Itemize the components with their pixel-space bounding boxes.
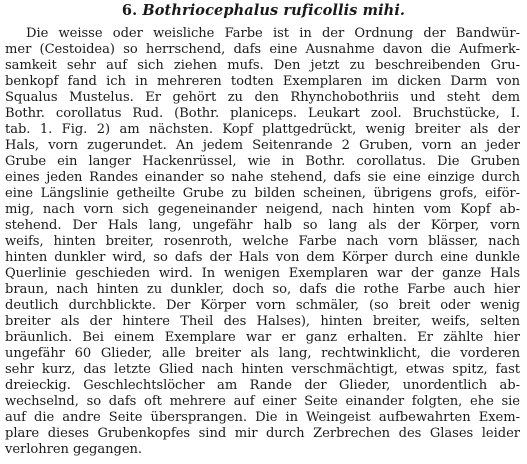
text-line: samkeit sehr auf sich ziehen mufs. Den jetzt zu beschreibenden Gru- bbox=[5, 58, 520, 73]
text-line: Die weisse oder weisliche Farbe ist in der Ordnung der Bandwür- bbox=[26, 26, 520, 41]
text-line: plare dieses Grubenkopfes sind mir durch Zerbrechen des Glases leider bbox=[5, 426, 520, 441]
text-line: weifs, hinten breiter, rosenroth, welche Farbe nach vorn blässer, nach bbox=[5, 234, 520, 249]
species-name: Bothriocephalus ruficollis mihi. bbox=[142, 2, 406, 19]
text-line: Grube ein langer Hackenrüssel, wie in Bothr. corollatus. Die Gruben bbox=[5, 154, 520, 169]
text-line: verlohren gegangen. bbox=[5, 442, 143, 457]
text-line: Squalus Mustelus. Er gehört zu den Rhynchobothriis und steht dem bbox=[5, 90, 520, 105]
text-line: eine Längslinie getheilte Grube zu bilden scheinen, übrigens grofs, eiför- bbox=[5, 186, 520, 201]
text-line: Bothr. corollatus Rud. (Bothr. planiceps. Leukart zool. Bruchstücke, I. bbox=[5, 106, 520, 121]
text-line: stehend. Der Hals lang, ungefähr halb so lang als der Körper, vorn bbox=[5, 218, 520, 233]
text-line: tab. 1. Fig. 2) am nächsten. Kopf plattgedrückt, wenig breiter als der bbox=[5, 122, 520, 137]
text-line: eines jeden Randes einander so nahe stehend, dafs sie eine einzige durch bbox=[5, 170, 520, 185]
text-line: deutlich durchblickte. Der Körper vorn schmäler, (so breit oder wenig bbox=[5, 298, 520, 313]
text-line: Hals, vorn zugerundet. An jedem Seitenrande 2 Gruben, vorn an jeder bbox=[5, 138, 520, 153]
text-line: hinten dunkler wird, so dafs der Hals von dem Körper durch eine dunkle bbox=[5, 250, 520, 265]
text-line: wechselnd, so dafs oft mehrere auf einer Seite einander folgten, ehe sie bbox=[5, 394, 520, 409]
text-line: braun, nach hinten zu dunkler, doch so, dafs die rothe Farbe auch hier bbox=[5, 282, 520, 297]
text-line: sehr kurz, das letzte Glied nach hinten verschmächtigt, etwas spitz, fast bbox=[5, 362, 520, 377]
text-line: auf die andre Seite übersprangen. Die in Weingeist aufbewahrten Exem- bbox=[5, 410, 520, 425]
text-line: Querlinie geschieden wird. In wenigen Exemplaren war der ganze Hals bbox=[5, 266, 520, 281]
section-heading bbox=[0, 2, 527, 19]
text-line: mig, nach vorn sich gegeneinander neigend, nach hinten vom Kopf ab- bbox=[5, 202, 520, 217]
text-line: bräunlich. Bei einem Exemplare war er ganz erhalten. Er zählte hier bbox=[5, 330, 520, 345]
text-line: ungefähr 60 Glieder, alle breiter als lang, rechtwinklicht, die vorderen bbox=[5, 346, 520, 361]
section-number: 6. bbox=[121, 2, 138, 19]
text-line: mer (Cestoidea) so herrschend, dafs eine Ausnahme davon die Aufmerk- bbox=[5, 42, 520, 57]
text-line: benkopf fand ich in mehreren todten Exemplaren im dicken Darm von bbox=[5, 74, 520, 89]
text-line: breiter als der hintere Theil des Halses), hinten breiter, weifs, selten bbox=[5, 314, 520, 329]
text-line: dreieckig. Geschlechtslöcher am Rande der Glieder, unordentlich ab- bbox=[5, 378, 520, 393]
